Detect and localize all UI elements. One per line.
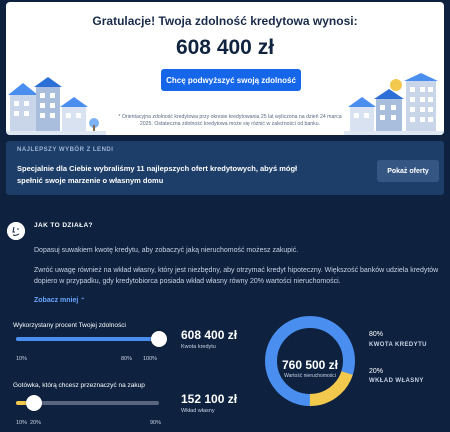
credit-amount-value: 608 400 zł [181,328,238,342]
increase-capacity-button[interactable]: Chcę podwyższyć swoją zdolność [161,69,301,91]
best-offer-text: Specjalnie dla Ciebie wybraliśmy 11 najlepszych ofert kredytowych, abyś mógł spełnić swoje marzenie o własnym domu [17,164,298,185]
credit-slider-tick-mid: 80% [121,356,133,362]
best-offer-kicker: NAJLEPSZY WYBÓR Z LENDI [17,147,114,153]
how-it-works-title: JAK TO DZIAŁA? [34,222,93,229]
credit-slider-tick-min: 10% [16,356,28,362]
own-contribution-value: 152 100 zł [181,392,238,406]
own-slider-tick-max: 90% [150,420,162,426]
own-contribution-slider-label: Gotówka, którą chcesz przeznaczyć na zakup [13,382,145,389]
see-less-link[interactable] [34,297,85,304]
credit-slider-tick-max: 100% [143,356,158,362]
result-card [6,2,444,135]
buildings-illustration-left [6,77,106,135]
see-less-label: Zobacz mniej [34,297,79,304]
legend-own-label: WKŁAD WŁASNY [369,378,424,384]
legend-own-percent: 20% [369,368,384,375]
how-it-works-paragraph-2: Zwróć uwagę również na wkład własny, który jest niezbędny, aby otrzymać kredyt hipoteczny. Większość banków udziela kredytów dopiero w przypadku, gdy kredytobiorca posiada wkład własny równy 20% wartości nieruchomości. [34,267,439,285]
own-contribution-slider-thumb[interactable] [26,395,42,411]
legend-credit-percent: 80% [369,331,384,338]
best-offer-banner [6,141,444,195]
legend-credit-label: KWOTA KREDYTU [369,342,427,348]
credit-slider-track[interactable] [16,337,159,341]
show-offers-button[interactable]: Pokaż oferty [377,160,439,182]
credit-slider-thumb[interactable] [151,331,167,347]
own-slider-tick-min: 10% [16,420,28,426]
credit-capacity-amount: 608 400 zł [175,36,275,59]
own-contribution-caption: Wkład własny [181,408,215,414]
own-slider-tick-mid: 20% [30,420,42,426]
disclaimer-text: * Orientacyjna zdolność kredytowa przy okresie kredytowania 25 lat wyliczona na dzień 24 marca 2025. Ostateczna zdolność kredytowa może się różnić w zależności od banku. [118,114,342,127]
face-outline-icon [7,222,25,240]
result-heading: Gratulacje! Twoja zdolność kredytowa wynosi: [92,14,358,28]
buildings-illustration-right [344,73,444,135]
property-value: 760 500 zł [281,358,339,372]
property-value-caption: Wartość nieruchomości [284,373,336,379]
credit-slider-fill [16,337,159,341]
donut-center [264,358,356,379]
how-it-works-paragraph-1: Dopasuj suwakiem kwotę kredytu, aby zobaczyć jaką nieruchomość możesz zakupić. [34,247,299,254]
chevron-up-icon: ⌃ [80,298,86,304]
credit-slider-label: Wykorzystany procent Twojej zdolności [13,322,126,329]
credit-amount-caption: Kwota kredytu [181,344,216,350]
